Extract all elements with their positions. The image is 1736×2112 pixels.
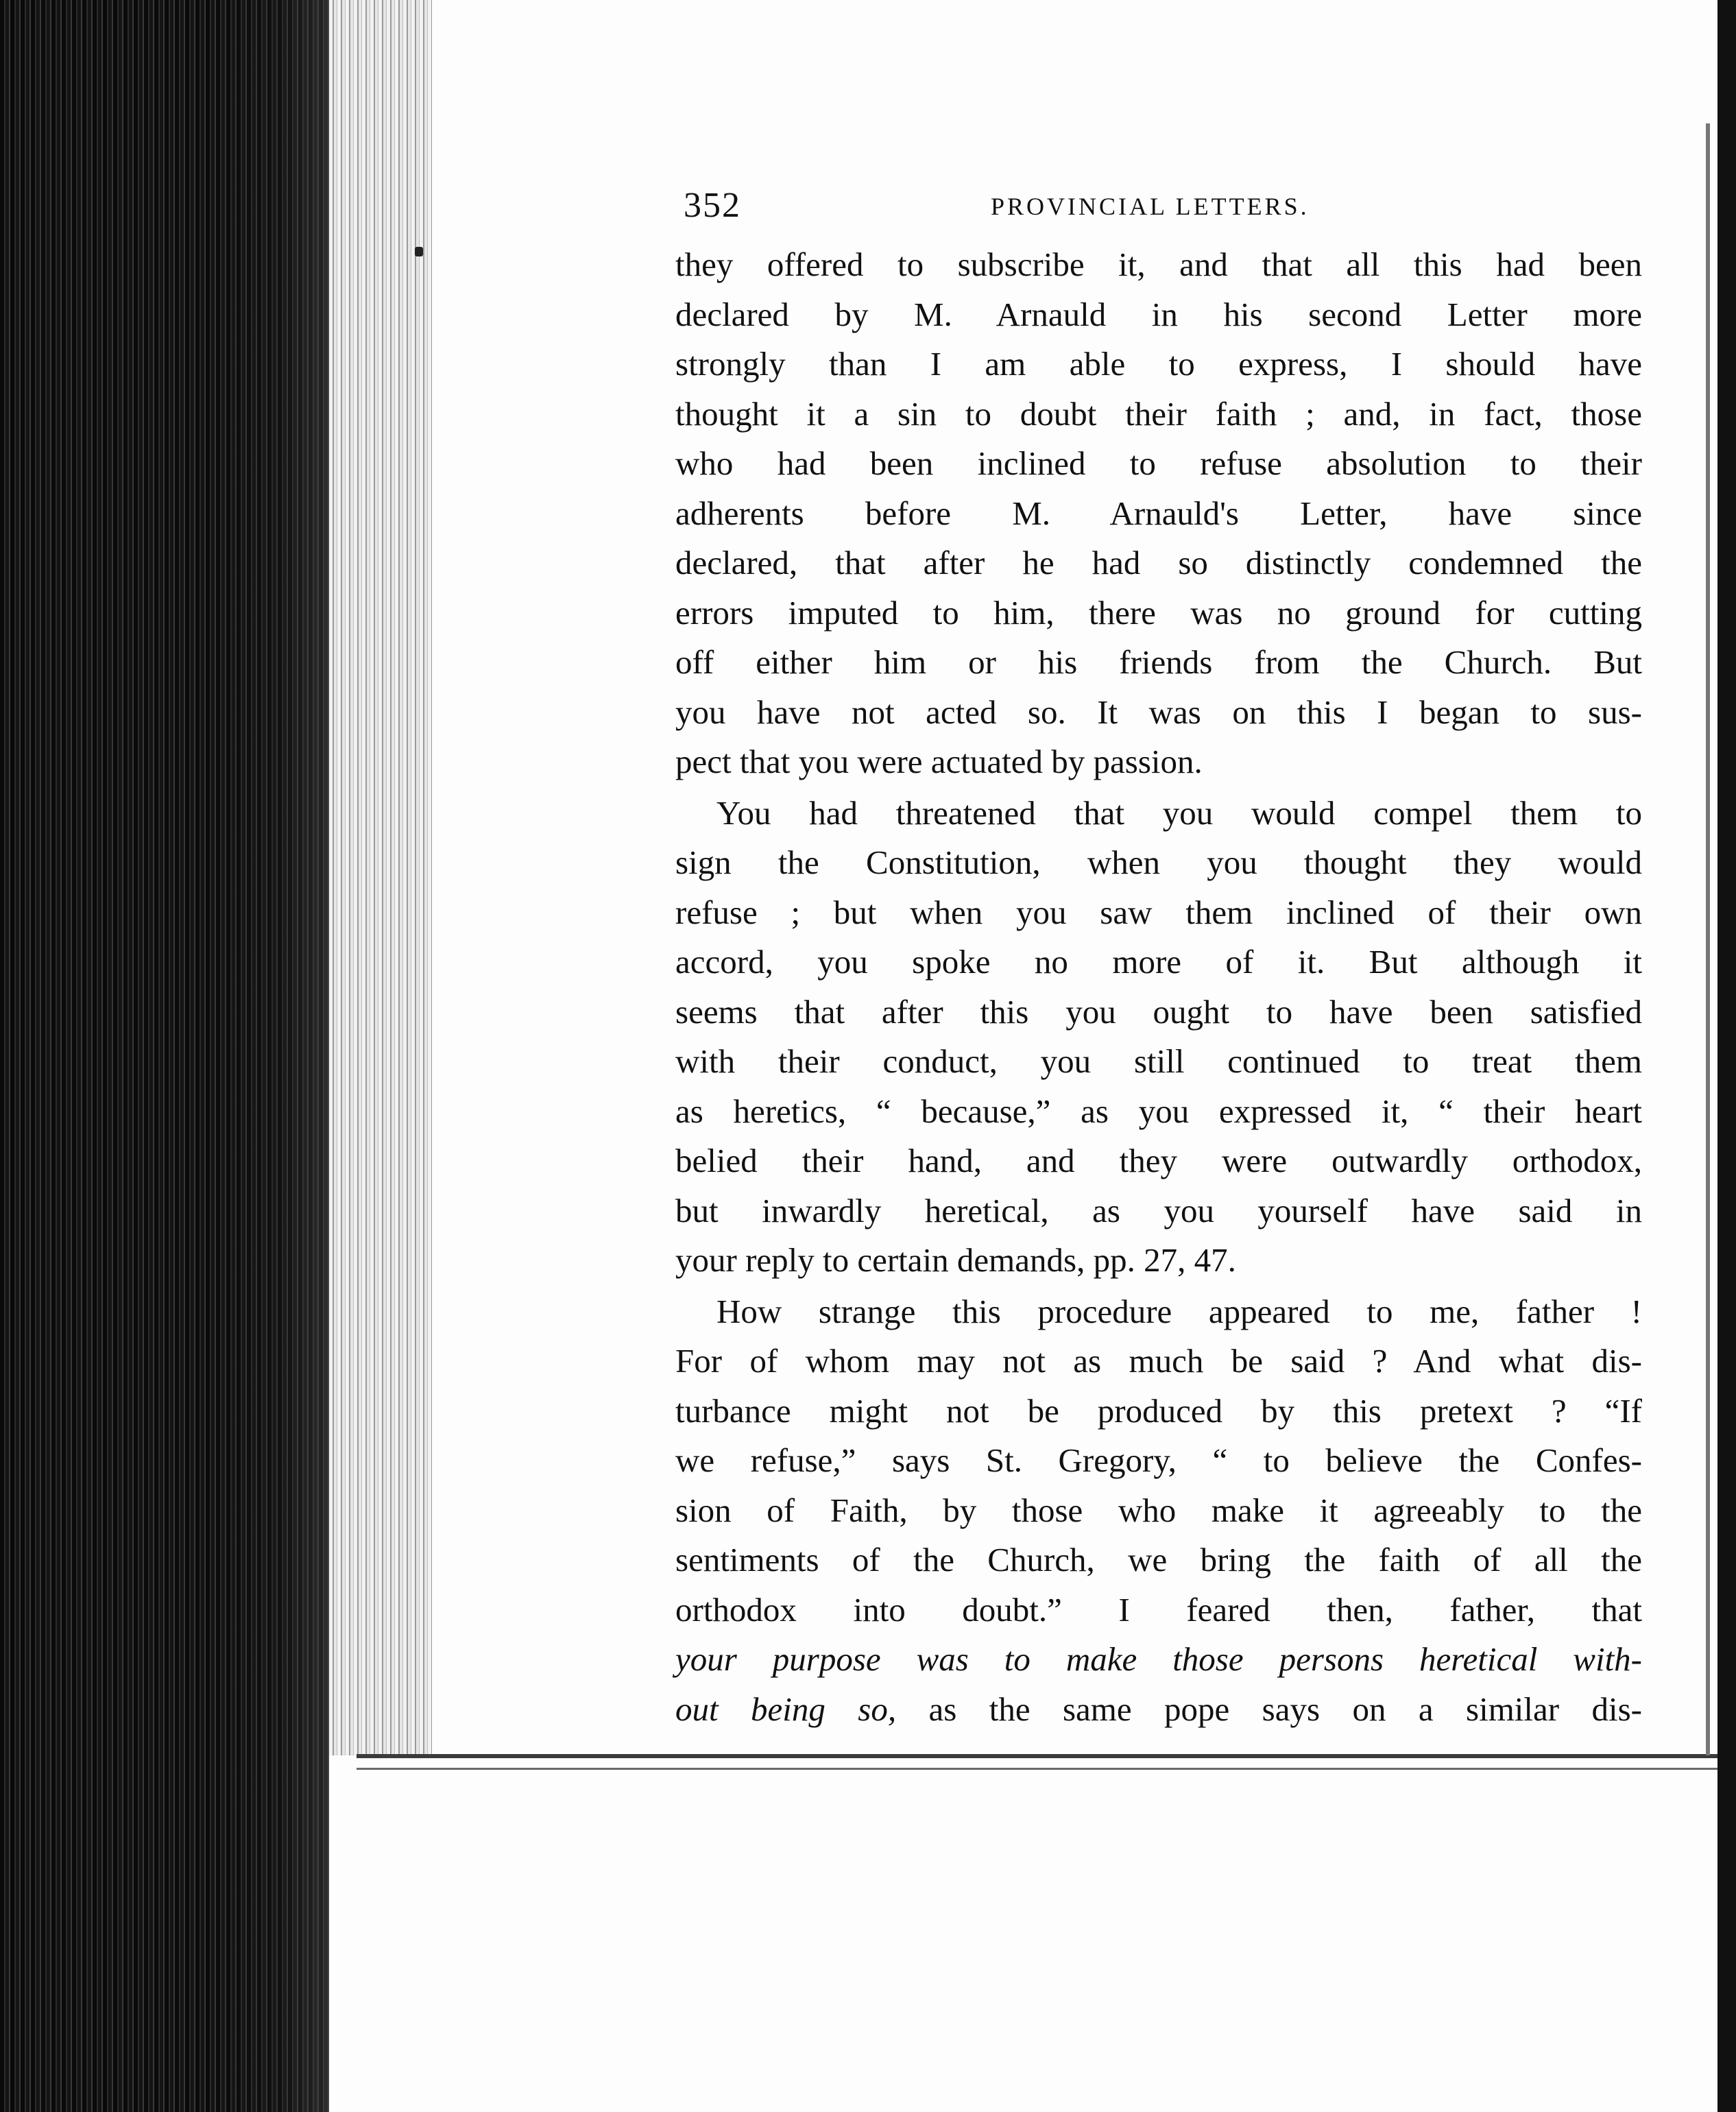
italic-text-line: your purpose was to make those persons heretical with- — [675, 1640, 1642, 1678]
text-line: declared, that after he had so distinctly condemned the — [675, 544, 1642, 581]
paragraph-1 — [675, 240, 1642, 787]
text-line: refuse ; but when you saw them inclined of their own — [675, 893, 1642, 931]
right-scan-border — [1717, 0, 1736, 2112]
running-head — [675, 185, 1642, 240]
text-line: belied their hand, and they were outwardly orthodox, — [675, 1142, 1642, 1179]
text-line: declared by M. Arnauld in his second Letter more — [675, 295, 1642, 333]
paragraph-2 — [675, 789, 1642, 1286]
text-line: you have not acted so. It was on this I began to sus- — [675, 693, 1642, 731]
page-text-block — [675, 185, 1642, 1734]
text-line: your reply to certain demands, pp. 27, 47. — [675, 1241, 1236, 1279]
text-line: thought it a sin to doubt their faith ; and, in fact, those — [675, 394, 1642, 433]
text-line: off either him or his friends from the Church. But — [675, 643, 1642, 681]
running-head-title: PROVINCIAL LETTERS. — [991, 193, 1310, 220]
text-line: How strange this procedure appeared to me, father ! — [716, 1292, 1642, 1330]
text-line: orthodox into doubt.” I feared then, father, that — [675, 1590, 1642, 1629]
page-corner-mark — [415, 247, 423, 256]
text-line: but inwardly heretical, as you yourself have said in — [675, 1191, 1642, 1229]
text-line: with their conduct, you still continued to treat them — [675, 1042, 1642, 1080]
text-line: sign the Constitution, when you thought they would — [675, 843, 1642, 881]
text-line — [675, 1685, 1642, 1735]
binding-shadow — [206, 0, 329, 2112]
text-line: seems that after this you ought to have been satisfied — [675, 992, 1642, 1031]
right-margin-line — [1706, 123, 1710, 1755]
paragraph-3 — [675, 1287, 1642, 1735]
text-line: You had threatened that you would compel them to — [716, 793, 1642, 832]
italic-phrase: out being so, — [675, 1690, 897, 1728]
text-line: adherents before M. Arnauld's Letter, have since — [675, 494, 1642, 532]
text-line: they offered to subscribe it, and that all this had been — [675, 245, 1642, 283]
line-continuation: as the same pope says on a similar dis- — [896, 1690, 1642, 1728]
text-line: sentiments of the Church, we bring the faith of all the — [675, 1541, 1642, 1579]
page-bottom-edge-shadow — [357, 1768, 1724, 1770]
text-line: sion of Faith, by those who make it agreeably to the — [675, 1491, 1642, 1529]
page-bottom-edge — [357, 1754, 1724, 1758]
text-line: strongly than I am able to express, I should have — [675, 345, 1642, 383]
text-line: For of whom may not as much be said ? And what dis- — [675, 1342, 1642, 1380]
page-stack-edge — [329, 0, 432, 1755]
text-line: who had been inclined to refuse absolution to their — [675, 444, 1642, 482]
text-line: errors imputed to him, there was no ground for cutting — [675, 593, 1642, 632]
page-number: 352 — [684, 186, 741, 225]
text-line: we refuse,” says St. Gregory, “ to believe the Confes- — [675, 1441, 1642, 1479]
text-line: as heretics, “ because,” as you expressed it, “ their heart — [675, 1092, 1642, 1130]
text-line: turbance might not be produced by this pretext ? “If — [675, 1391, 1642, 1430]
text-line: pect that you were actuated by passion. — [675, 743, 1203, 780]
text-line: accord, you spoke no more of it. But although it — [675, 943, 1642, 981]
